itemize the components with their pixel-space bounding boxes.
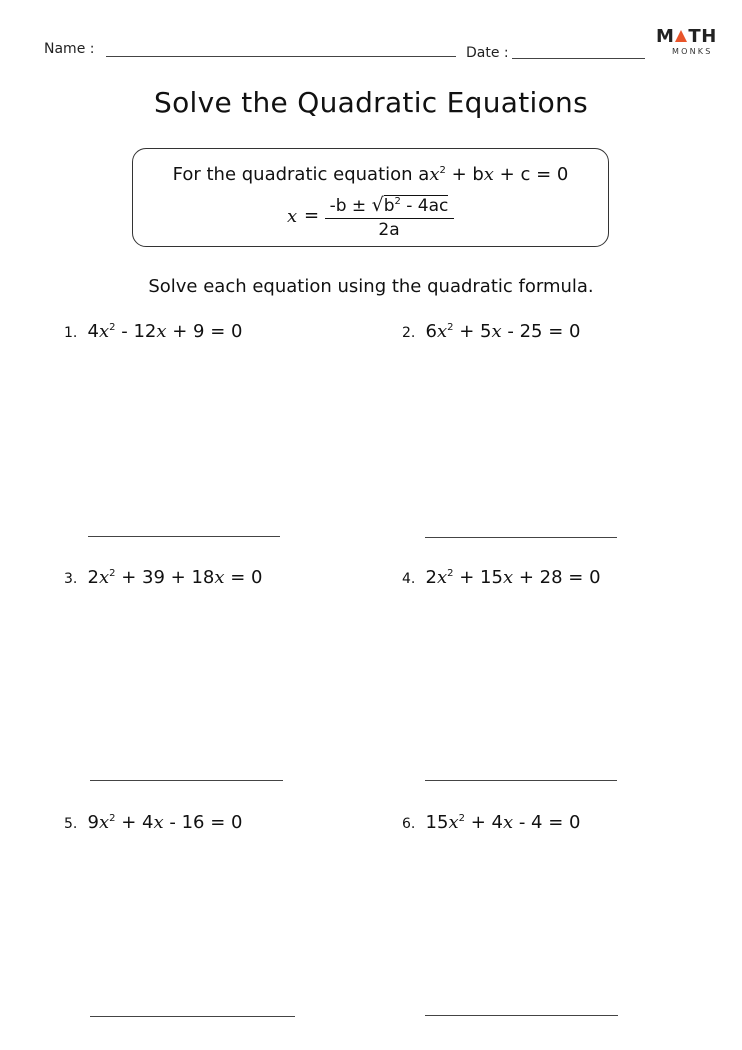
formula-equals: =	[304, 205, 320, 226]
formula-numerator: $-b \pm √b^2 - 4ac$	[329, 194, 449, 216]
formula-lhs-x: x	[287, 206, 298, 227]
answer-line-3[interactable]	[90, 780, 283, 781]
equation: $2x^2 + 39 + 18x = 0$	[87, 567, 263, 588]
triangle-icon	[674, 29, 688, 43]
answer-line-1[interactable]	[88, 536, 280, 537]
equation: $6x^2 + 5x - 25 = 0$	[425, 321, 581, 342]
question-3: 3. $2x^2 + 39 + 18x = 0$	[64, 567, 263, 588]
math-monks-logo	[656, 26, 716, 58]
name-label: Name :	[44, 41, 95, 57]
question-2: 2. $6x^2 + 5x - 25 = 0$	[402, 321, 581, 342]
equation: $2x^2 + 15x + 28 = 0$	[425, 567, 601, 588]
answer-line-4[interactable]	[425, 780, 617, 781]
logo-m: M	[656, 26, 675, 47]
question-4: 4. $2x^2 + 15x + 28 = 0$	[402, 567, 601, 588]
page-title: Solve the Quadratic Equations	[154, 86, 588, 119]
logo-th: TH	[688, 26, 717, 47]
formula-denominator: 2a	[378, 220, 400, 240]
equation: $15x^2 + 4x - 4 = 0$	[425, 812, 581, 833]
date-field[interactable]	[512, 58, 645, 59]
question-6: 6. $15x^2 + 4x - 4 = 0$	[402, 812, 581, 833]
answer-line-6[interactable]	[425, 1015, 618, 1016]
equation: $4x^2 - 12x + 9 = 0$	[87, 321, 243, 342]
equation: $9x^2 + 4x - 16 = 0$	[87, 812, 243, 833]
logo-sub: MONKS	[672, 47, 713, 56]
name-field[interactable]	[106, 56, 456, 57]
fraction-bar	[325, 218, 454, 219]
instruction-text: Solve each equation using the quadratic formula.	[148, 276, 594, 297]
answer-line-5[interactable]	[90, 1016, 295, 1017]
answer-line-2[interactable]	[425, 537, 617, 538]
formula-line1: For the quadratic equation $ax^2$ + bx + c = 0	[172, 164, 569, 185]
date-label: Date :	[466, 45, 509, 61]
question-1: 1. $4x^2 - 12x + 9 = 0$	[64, 321, 243, 342]
question-5: 5. $9x^2 + 4x - 16 = 0$	[64, 812, 243, 833]
